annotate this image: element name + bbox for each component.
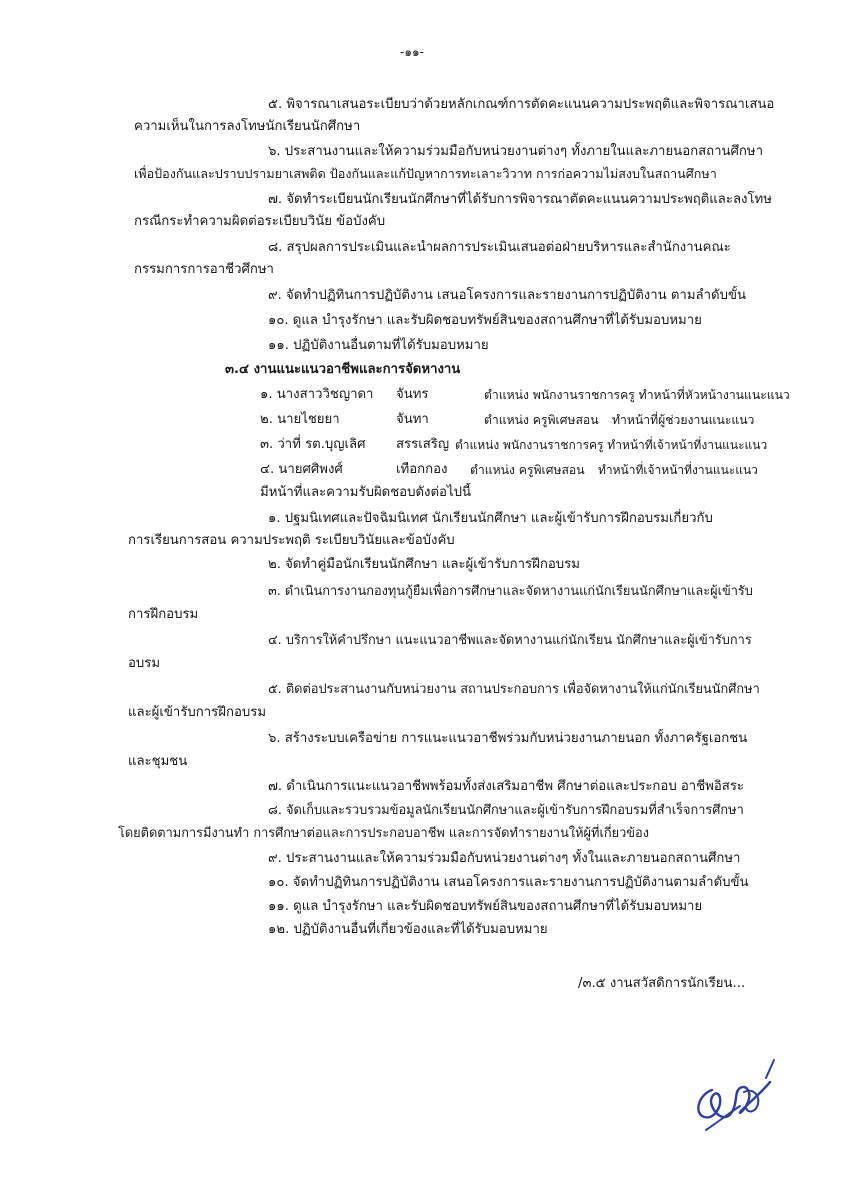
text-line: ๑๑. ปฏิบัติงานอื่นตามที่ได้รับมอบหมาย [268,338,489,353]
staff-position: ตำแหน่ง ครูพิเศษสอน [470,463,585,477]
text-line: ๔. บริการให้คำปรึกษา แนะแนวอาชีพและจัดหางานแก่นักเรียน นักศึกษาและผู้เข้ารับการ [268,633,752,648]
text-line: อบรม [128,656,161,671]
text-line: ๘. จัดเก็บและรวบรวมข้อมูลนักเรียนนักศึกษาและผู้เข้ารับการฝึกอบรมที่สำเร็จการศึกษา [268,803,744,818]
text-line: ๗. ดำเนินการแนะแนวอาชีพพร้อมทั้งส่งเสริมอาชีพ ศึกษาต่อและประกอบ อาชีพอิสระ [268,779,744,794]
text-line: ๘. สรุปผลการประเมินและนำผลการประเมินเสนอต่อฝ่ายบริหารและสำนักงานคณะ [268,240,731,255]
text-line: ๑๒. ปฏิบัติงานอื่นที่เกี่ยวข้องและที่ได้รับมอบหมาย [268,922,548,937]
text-line: ๓. ดำเนินการงานกองทุนกู้ยืมเพื่อการศึกษาและจัดหางานแก่นักเรียนนักศึกษาและผู้เข้ารับ [268,584,753,599]
text-line: ๗. จัดทำระเบียนนักเรียนนักศึกษาที่ได้รับการพิจารณาตัดคะแนนความประพฤติและลงโทษ [268,192,772,207]
page-number: -๑๑- [400,45,424,59]
text-line: กรณีกระทำความผิดต่อระเบียบวินัย ข้อบังคับ [134,214,386,229]
staff-surname: สรรเสริญ [396,437,450,452]
text-line: มีหน้าที่และความรับผิดชอบดังต่อไปนี้ [260,485,471,500]
staff-surname: เทือกกอง [396,462,448,477]
staff-position: ตำแหน่ง พนักงานราชการครู ทำหน้าที่เจ้าหน้าที่งานแนะแนว [455,438,768,452]
text-line: ๒. จัดทำคู่มือนักเรียนนักศึกษา และผู้เข้ารับการฝึกอบรม [268,557,580,572]
text-line: การฝึกอบรม [128,607,199,622]
text-line: ๑๐. ดูแล บำรุงรักษา และรับผิดชอบทรัพย์สินของสถานศึกษาที่ได้รับมอบหมาย [268,313,702,328]
continuation-note: /๓.๕ งานสวัสดิการนักเรียน... [578,976,746,991]
staff-name: ๔. นายศศิพงศ์ [260,462,343,477]
text-line: ๑๐. จัดทำปฏิทินการปฏิบัติงาน เสนอโครงการและรายงานการปฏิบัติงานตามลำดับขั้น [268,875,749,890]
text-line: ๙. ประสานงานและให้ความร่วมมือกับหน่วยงานต่างๆ ทั้งในและภายนอกสถานศึกษา [268,851,741,866]
text-line: ๖. สร้างระบบเครือข่าย การแนะแนวอาชีพร่วมกับหน่วยงานภายนอก ทั้งภาครัฐเอกชน [268,731,748,746]
text-line: และชุมชน [128,754,188,769]
text-line: ความเห็นในการลงโทษนักเรียนนักศึกษา [134,119,361,134]
staff-surname: จันทา [396,412,429,427]
text-line: การเรียนการสอน ความประพฤติ ระเบียบวินัยและข้อบังคับ [128,533,455,548]
text-line: เพื่อป้องกันและปราบปรามยาเสพติด ป้องกันและแก้ปัญหาการทะเลาะวิวาท การก่อความไม่สงบในสถานศึกษา [134,166,717,181]
section-heading: ๓.๔ งานแนะแนวอาชีพและการจัดหางาน [225,362,461,377]
text-line: ๖. ประสานงานและให้ความร่วมมือกับหน่วยงานต่างๆ ทั้งภายในและภายนอกสถานศึกษา [268,144,764,159]
text-line: ๑๑. ดูแล บำรุงรักษา และรับผิดชอบทรัพย์สินของสถานศึกษาที่ได้รับมอบหมาย [268,899,703,914]
text-line: โดยติดตามการมีงานทำ การศึกษาต่อและการประกอบอาชีพ และการจัดทำรายงานให้ผู้ที่เกี่ยวข้อง [118,826,649,841]
text-line: กรรมการการอาชีวศึกษา [134,262,274,277]
text-line: ๕. ติดต่อประสานงานกับหน่วยงาน สถานประกอบการ เพื่อจัดหางานให้แก่นักเรียนนักศึกษา [268,682,760,697]
staff-surname: จันทร [396,387,429,402]
staff-name: ๑. นางสาววิชญาดา [260,387,374,402]
staff-name: ๒. นายไชยยา [260,412,340,427]
text-line: ๑. ปฐมนิเทศและปัจฉิมนิเทศ นักเรียนนักศึกษา และผู้เข้ารับการฝึกอบรมเกี่ยวกับ [268,511,713,526]
signature-icon [682,1052,782,1142]
staff-duty: ทำหน้าที่ผู้ช่วยงานแนะแนว [612,413,755,427]
staff-position: ตำแหน่ง ครูพิเศษสอน [484,413,599,427]
staff-duty: ทำหน้าที่เจ้าหน้าที่งานแนะแนว [598,463,758,477]
staff-name: ๓. ว่าที่ รต.บุญเลิศ [260,437,366,452]
staff-position: ตำแหน่ง พนักงานราชการครู ทำหน้าที่หัวหน้างานแนะแนว [484,388,790,402]
text-line: และผู้เข้ารับการฝึกอบรม [128,705,267,720]
text-line: ๙. จัดทำปฏิทินการปฏิบัติงาน เสนอโครงการและรายงานการปฏิบัติงาน ตามลำดับขั้น [268,288,746,303]
text-line: ๕. พิจารณาเสนอระเบียบว่าด้วยหลักเกณฑ์การตัดคะแนนความประพฤติและพิจารณาเสนอ [268,97,775,112]
